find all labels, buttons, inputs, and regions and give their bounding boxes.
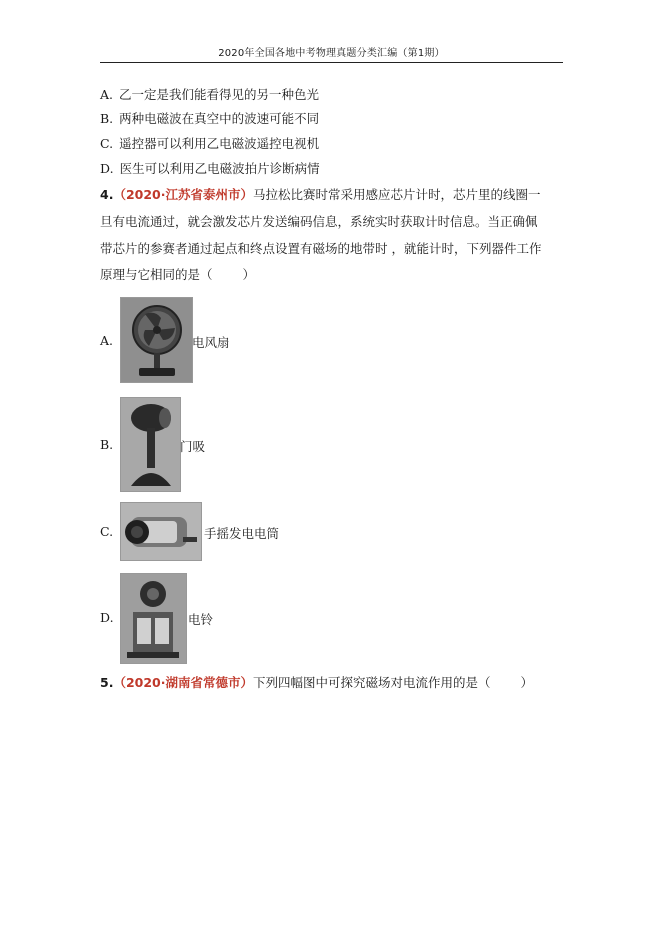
- option-letter: B.: [100, 111, 114, 126]
- question-text-end: ）: [242, 267, 256, 282]
- question-text: 原理与它相同的是（: [100, 267, 213, 282]
- option-text: 医生可以利用乙电磁波拍片诊断病情: [119, 161, 320, 176]
- option-text: 乙一定是我们能看得见的另一种色光: [119, 87, 320, 102]
- q3-option-d: [100, 160, 320, 178]
- q4-stem-line-3: 带芯片的参赛者通过起点和终点设置有磁场的地带时 ，就能计时，下列器件工作: [100, 241, 542, 256]
- q3-option-b: [100, 110, 319, 128]
- q4-stem-line-1: [100, 186, 541, 204]
- page-header: 2020年全国各地中考物理真题分类汇编（第1期）: [218, 48, 445, 59]
- hand-crank-flashlight-icon: [120, 502, 202, 561]
- q3-option-c: [100, 135, 319, 153]
- q4-option-b-letter: B.: [100, 437, 114, 452]
- question-number: 5.: [100, 675, 114, 690]
- q4-option-c-letter: C.: [100, 524, 114, 539]
- door-stopper-icon: [120, 397, 181, 492]
- question-text: 下列四幅图中可探究磁场对电流作用的是（: [253, 675, 491, 690]
- question-number: 4.: [100, 187, 114, 202]
- option-text: 遥控器可以利用乙电磁波遥控电视机: [119, 136, 320, 151]
- q3-option-a: [100, 86, 319, 104]
- option-letter: D.: [100, 161, 114, 176]
- q4-option-c-label: 手摇发电电筒: [204, 526, 280, 541]
- q5-stem: [100, 674, 533, 692]
- q4-option-a-letter: A.: [100, 333, 114, 348]
- q4-stem-line-2: 旦有电流通过，就会激发芯片发送编码信息，系统实时获取计时信息。当正确佩: [100, 214, 538, 229]
- question-text-end: ）: [520, 675, 534, 690]
- electric-fan-icon: [120, 297, 193, 383]
- question-source: （2020·江苏省泰州市）: [113, 187, 253, 202]
- q4-option-d-letter: D.: [100, 610, 114, 625]
- question-source: （2020·湖南省常德市）: [113, 675, 253, 690]
- q4-option-d-label: 电铃: [188, 612, 214, 627]
- electric-bell-icon: [120, 573, 187, 664]
- question-text: 马拉松比赛时常采用感应芯片计时，芯片里的线圈一: [253, 187, 541, 202]
- q4-option-b-label: 门吸: [180, 439, 206, 454]
- header-divider: [100, 62, 563, 63]
- option-letter: A.: [100, 87, 114, 102]
- q4-stem-line-4: [100, 266, 255, 284]
- q4-option-a-label: 电风扇: [192, 335, 230, 350]
- option-letter: C.: [100, 136, 114, 151]
- option-text: 两种电磁波在真空中的波速可能不同: [119, 111, 320, 126]
